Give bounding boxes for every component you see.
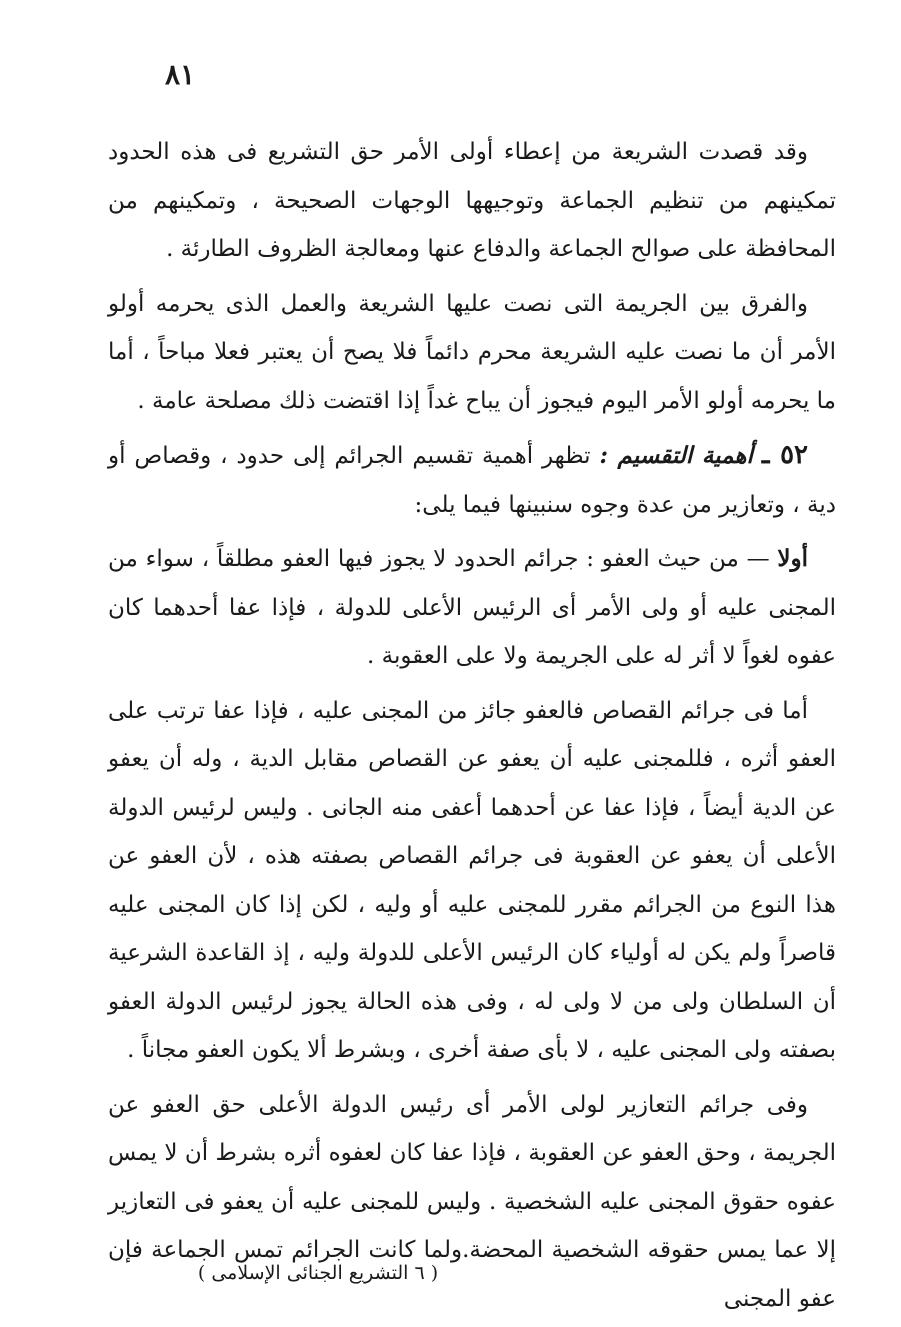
section-52-text: تظهر أهمية تقسيم الجرائم إلى حدود ، وقصاص أو دية ، وتعازير من عدة وجوه سنبينها فيما يلى: — [108, 443, 836, 518]
section-number: ٥٢ ـ — [761, 440, 808, 470]
paragraph-lead-word: أولا — [777, 545, 808, 572]
body-text — [108, 128, 836, 1327]
paragraph-qisas-pardon: أما فى جرائم القصاص فالعفو جائز من المجنى عليه ، فإذا عفا ترتب على العفو أثره ، فللمجنى عليه أن يعفو عن القصاص مقابل الدية ، وله أن يعفو عن الدية أيضاً ، فإذا عفا عن أحدهما أعفى منه الجانى . وليس لرئيس الدولة الأعلى أن يعفو عن العقوبة فى جرائم القصاص بصفته هذه ، لأن العفو عن هذا النوع من الجرائم مقرر للمجنى عليه أو وليه ، لكن إذا كان المجنى عليه قاصراً ولم يكن له أولياء كان الرئيس الأعلى للدولة وليه ، إذ القاعدة الشرعية أن السلطان ولى من لا ولى له ، وفى هذه الحالة يجوز لرئيس الدولة العفو بصفته ولى المجنى عليه ، لا بأى صفة أخرى ، وبشرط ألا يكون العفو مجاناً . — [108, 697, 837, 1063]
paragraph-crime-difference: والفرق بين الجريمة التى نصت عليها الشريعة والعمل الذى يحرمه أولو الأمر أن ما نصت عليه الشريعة محرم دائماً فلا يصح أن يعتبر فعلا مباحاً ، أما ما يحرمه أولو الأمر اليوم فيجوز أن يباح غداً إذا اقتضت ذلك مصلحة عامة . — [108, 290, 836, 414]
paragraph-first-pardon — [108, 535, 836, 681]
page-number: ٨١ — [164, 58, 196, 91]
paragraph-tazir-pardon: وفى جرائم التعازير لولى الأمر أى رئيس الدولة الأعلى حق العفو عن الجريمة ، وحق العفو عن العقوبة ، فإذا عفا كان لعفوه أثره بشرط أن لا يمس عفوه حقوق المجنى عليه الشخصية . وليس للمجنى عليه أن يعفو فى التعازير إلا عما يمس حقوقه الشخصية المحضة.ولما كانت الجرائم تمس الجماعة فإن عفو المجنى — [108, 1091, 836, 1312]
first-pardon-text: — من حيث العفو : جرائم الحدود لا يجوز فيها العفو مطلقاً ، سواء من المجنى عليه أو ولى الأمر أى الرئيس الأعلى للدولة ، فإذا عفا أحدهما كان عفوه لغواً لا أثر له على الجريمة ولا على العقوبة . — [108, 546, 836, 669]
paragraph-legislation-purpose: وقد قصدت الشريعة من إعطاء أولى الأمر حق التشريع فى هذه الحدود تمكينهم من تنظيم الجماعة وتوجيهها الوجهات الصحيحة ، وتمكينهم من المحافظة على صوالح الجماعة والدفاع عنها ومعالجة الظروف الطارئة . — [108, 139, 836, 262]
paragraph-section-52 — [108, 431, 836, 529]
footer-book-title: ( ٦ التشريع الجنائى الإسلامى ) — [197, 1262, 439, 1284]
section-title: أهمية التقسيم : — [599, 442, 753, 469]
